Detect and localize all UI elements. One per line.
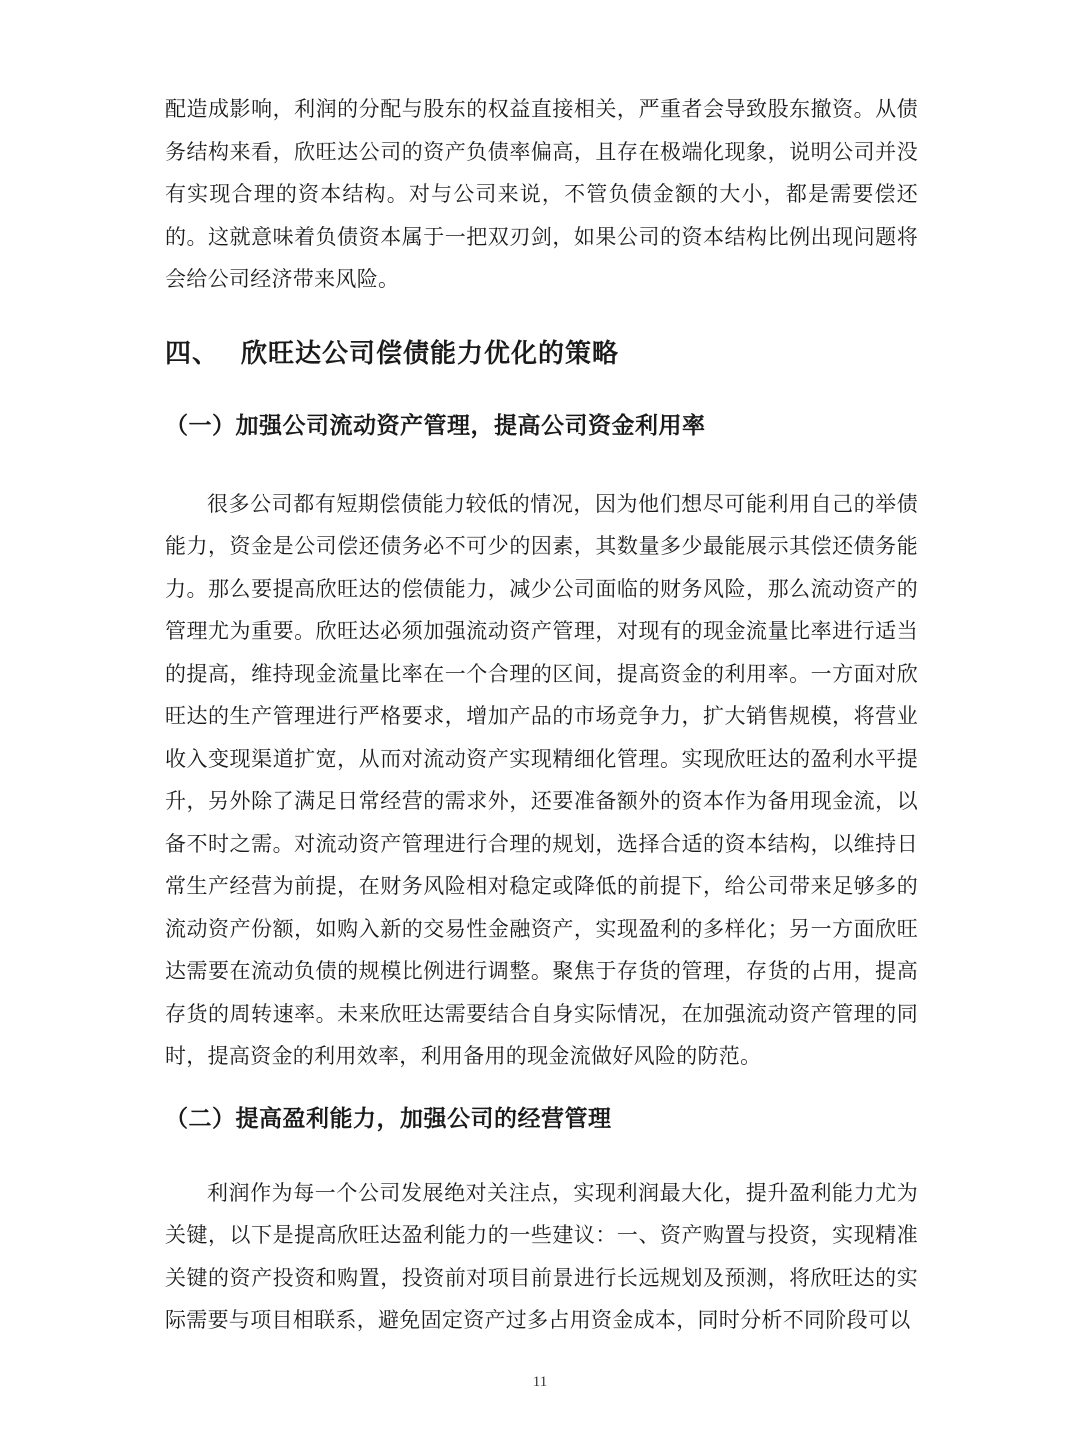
paragraph-current-assets: 很多公司都有短期偿债能力较低的情况，因为他们想尽可能利用自己的举债能力，资金是公司偿还债务必不可少的因素，其数量多少最能展示其偿还债务能力。那么要提高欣旺达的偿债能力，减少公司面临的财务风险，那么流动资产的管理尤为重要。欣旺达必须加强流动资产管理，对现有的现金流量比率进行适当的提高，维持现金流量比率在一个合理的区间，提高资金的利用率。一方面对欣旺达的生产管理进行严格要求，增加产品的市场竞争力，扩大销售规模，将营业收入变现渠道扩宽，从而对流动资产实现精细化管理。实现欣旺达的盈利水平提升，另外除了满足日常经营的需求外，还要准备额外的资本作为备用现金流，以备不时之需。对流动资产管理进行合理的规划，选择合适的资本结构，以维持日常生产经营为前提，在财务风险相对稳定或降低的前提下，给公司带来足够多的流动资产份额，如购入新的交易性金融资产，实现盈利的多样化；另一方面欣旺达需要在流动负债的规模比例进行调整。聚焦于存货的管理，存货的占用，提高存货的周转速率。未来欣旺达需要结合自身实际情况，在加强流动资产管理的同时，提高资金的利用效率，利用备用的现金流做好风险的防范。 <box>165 491 918 1068</box>
section-heading <box>165 334 918 374</box>
paragraph-continuation: 配造成影响，利润的分配与股东的权益直接相关，严重者会导致股东撤资。从债务结构来看，欣旺达公司的资产负债率偏高，且存在极端化现象，说明公司并没有实现合理的资本结构。对与公司来说，不管负债金额的大小，都是需要偿还的。这就意味着负债资本属于一把双刃剑，如果公司的资本结构比例出现问题将会给公司经济带来风险。 <box>165 97 918 291</box>
section-title: 欣旺达公司偿债能力优化的策略 <box>241 338 620 369</box>
paragraph-profitability: 利润作为每一个公司发展绝对关注点，实现利润最大化，提升盈利能力尤为关键，以下是提高欣旺达盈利能力的一些建议：一、资产购置与投资，实现精准关键的资产投资和购置，投资前对项目前景进行长远规划及预测，将欣旺达的实际需要与项目相联系，避免固定资产过多占用资金成本，同时分析不同阶段可以 <box>165 1180 918 1332</box>
subsection-heading-1: （一）加强公司流动资产管理，提高公司资金利用率 <box>165 412 706 439</box>
page-number: 11 <box>532 1374 548 1390</box>
section-number: 四、 <box>165 338 220 369</box>
page-content <box>165 88 918 1342</box>
subsection-heading-2: （二）提高盈利能力，加强公司的经营管理 <box>165 1105 612 1132</box>
